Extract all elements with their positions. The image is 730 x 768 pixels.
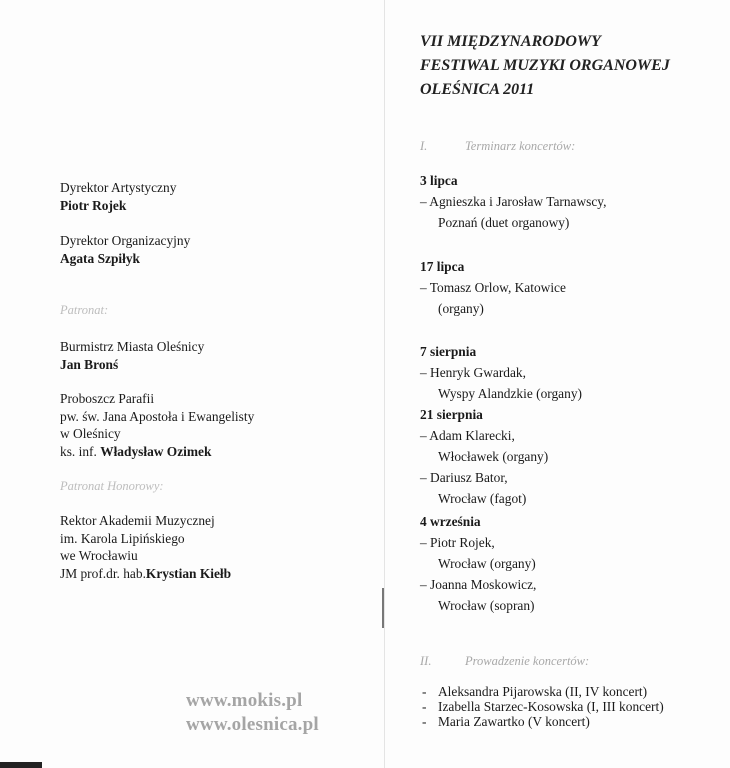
host-item: [422, 714, 664, 729]
rector-line1: Rektor Akademii Muzycznej: [60, 513, 215, 528]
festival-title: [420, 30, 670, 102]
concert-line: – Agnieszka i Jarosław Tarnawscy,: [420, 194, 607, 209]
mayor-name: Jan Bronś: [60, 356, 119, 372]
parish-line3: w Oleśnicy: [60, 426, 121, 441]
organizing-director-name: Agata Szpiłyk: [60, 250, 140, 266]
concert-line: Wyspy Alandzkie (organy): [438, 386, 582, 401]
fold-line: [384, 0, 385, 768]
artistic-director-block: [60, 179, 370, 214]
concert-date: 3 lipca: [420, 173, 458, 188]
host-name: Izabella Starzec-Kosowska (I, III koncert): [438, 699, 664, 714]
rector-person: [60, 565, 370, 583]
concert-line: – Piotr Rojek,: [420, 535, 495, 550]
concert-date: 4 września: [420, 514, 481, 529]
schedule-heading-number: I.: [420, 139, 428, 153]
organizing-director-role: Dyrektor Organizacyjny: [60, 233, 191, 248]
rector-block: [60, 512, 370, 582]
concert-line: – Joanna Moskowicz,: [420, 577, 537, 592]
parish-priest: [60, 443, 370, 461]
concert-entry: [420, 404, 548, 509]
host-item: [422, 699, 664, 714]
artistic-director-role: Dyrektor Artystyczny: [60, 180, 177, 195]
concert-line: – Dariusz Bator,: [420, 470, 508, 485]
honorary-patronage-heading: Patronat Honorowy:: [60, 479, 164, 493]
hosting-heading: [420, 654, 589, 669]
hosting-heading-text: Prowadzenie koncertów:: [465, 654, 590, 668]
rector-line2: im. Karola Lipińskiego: [60, 530, 185, 546]
parish-block: [60, 390, 370, 460]
organizing-director-block: [60, 232, 370, 267]
concert-entry: [420, 511, 536, 616]
hosts-list: [422, 684, 664, 729]
rector-line3: we Wrocławiu: [60, 548, 138, 563]
patronage-heading: Patronat:: [60, 303, 109, 317]
host-item: [422, 684, 664, 699]
host-dash: -: [422, 714, 427, 729]
concert-date: 17 lipca: [420, 259, 465, 274]
concert-line: – Tomasz Orlow, Katowice: [420, 280, 566, 295]
concert-line: Wrocław (organy): [438, 556, 536, 571]
concert-line: – Adam Klarecki,: [420, 428, 515, 443]
host-dash: -: [422, 699, 427, 714]
parish-priest-prefix: ks. inf.: [60, 443, 97, 459]
scan-corner-mark: [0, 762, 42, 768]
concert-line: Włocławek (organy): [438, 449, 549, 464]
website-mokis[interactable]: www.mokis.pl: [186, 690, 303, 711]
website-olesnica[interactable]: www.olesnica.pl: [186, 714, 319, 735]
fold-mark: [382, 588, 384, 628]
concert-entry: [420, 170, 606, 233]
concert-entry: [420, 341, 582, 404]
rector-prefix: JM prof.dr. hab.: [60, 565, 146, 581]
parish-line2: pw. św. Jana Apostoła i Ewangelisty: [60, 408, 255, 424]
host-name: Aleksandra Pijarowska (II, IV koncert): [438, 684, 648, 699]
concert-entry: [420, 256, 566, 319]
parish-priest-name: Władysław Ozimek: [100, 443, 212, 459]
festival-title-line3: OLEŚNICA 2011: [420, 81, 535, 98]
concert-date: 7 sierpnia: [420, 344, 477, 359]
mayor-block: [60, 338, 370, 373]
artistic-director-name: Piotr Rojek: [60, 197, 127, 213]
hosting-heading-number: II.: [420, 654, 432, 668]
concert-date: 21 sierpnia: [420, 407, 483, 422]
parish-line1: Proboszcz Parafii: [60, 391, 155, 406]
schedule-heading-text: Terminarz koncertów:: [465, 139, 576, 153]
festival-title-line2: FESTIWAL MUZYKI ORGANOWEJ: [420, 57, 670, 74]
concert-line: Wrocław (fagot): [438, 491, 527, 506]
concert-line: Poznań (duet organowy): [438, 215, 570, 230]
mayor-role: Burmistrz Miasta Oleśnicy: [60, 339, 205, 354]
concert-line: – Henryk Gwardak,: [420, 365, 526, 380]
host-name: Maria Zawartko (V koncert): [438, 714, 590, 729]
schedule-heading: [420, 139, 575, 154]
concert-line: (organy): [438, 301, 484, 316]
host-dash: -: [422, 684, 427, 699]
concert-line: Wrocław (sopran): [438, 598, 535, 613]
rector-name: Krystian Kiełb: [145, 565, 232, 581]
festival-title-line1: VII MIĘDZYNARODOWY: [420, 33, 601, 50]
